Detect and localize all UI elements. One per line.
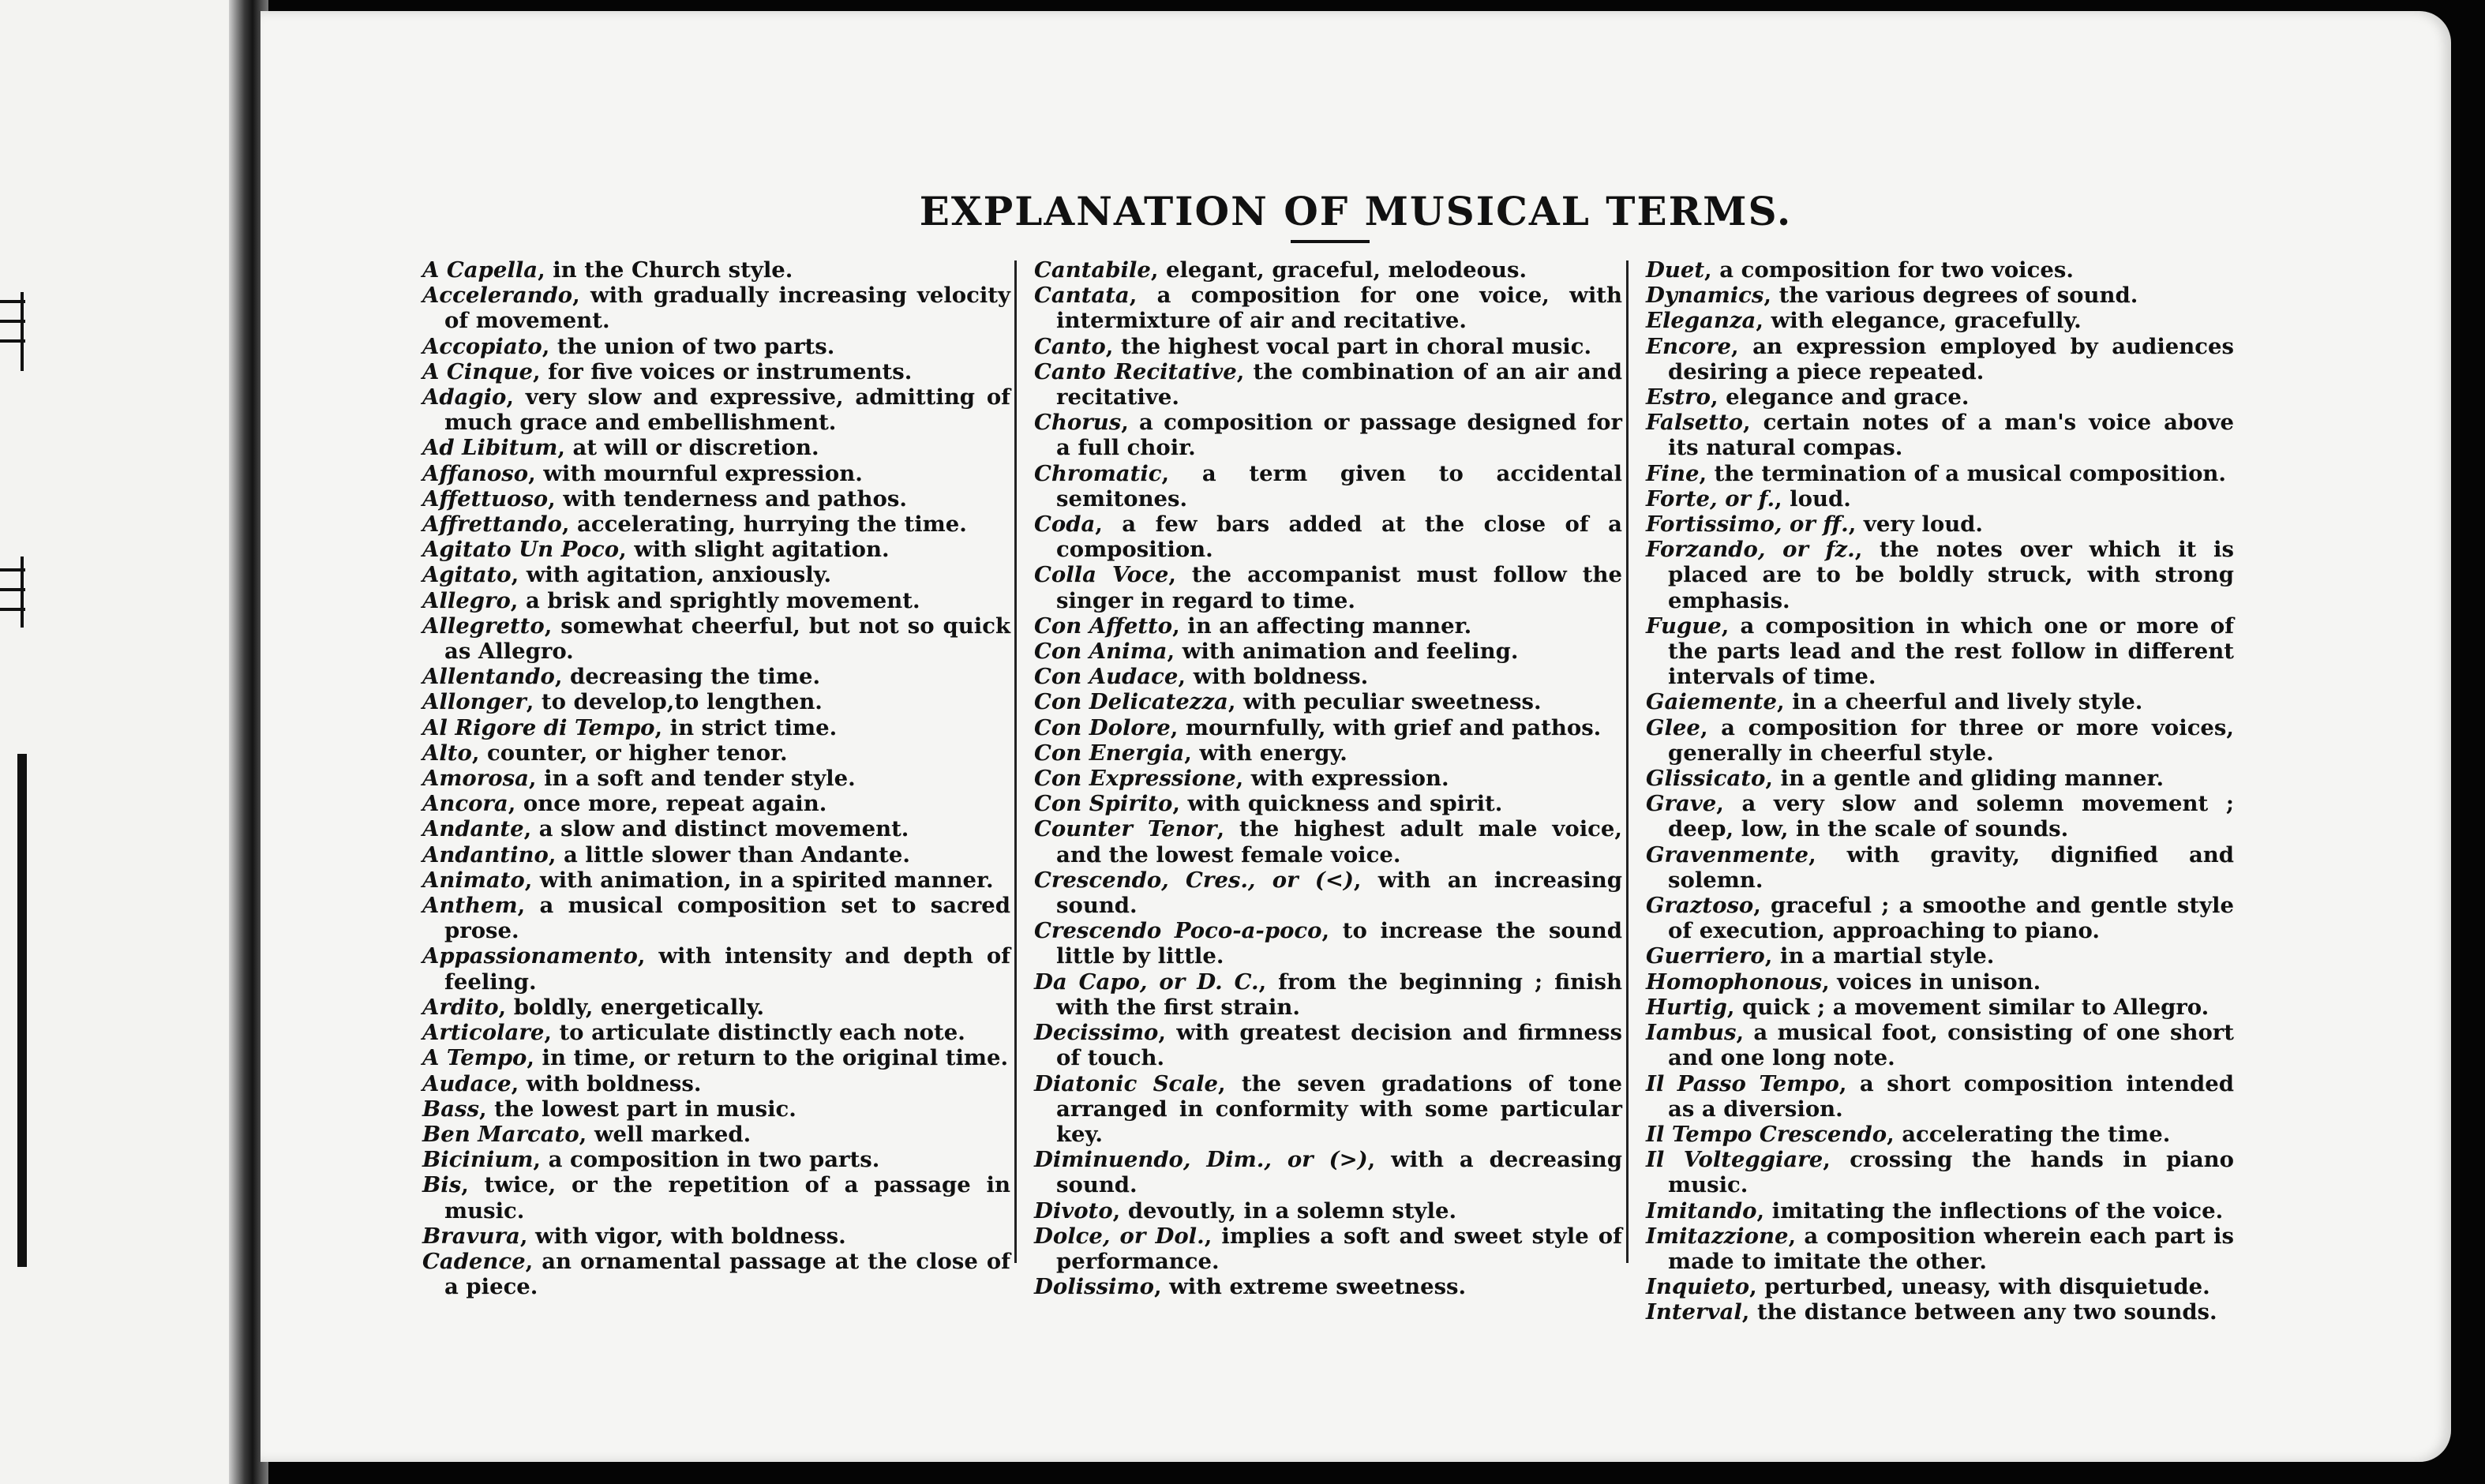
glossary-term: Con Energia [1034,740,1185,766]
glossary-term: Fine [1646,460,1700,486]
glossary-definition: , the accompanist must follow the singer in regard to time. [1056,562,1622,613]
glossary-term: Dynamics [1646,283,1764,309]
glossary-term: Gaiemente [1646,689,1778,715]
glossary-definition: , with intensity and depth of feeling. [444,943,1010,995]
glossary-entry [1034,1071,1622,1148]
glossary-term: Fortissimo, or ff. [1646,512,1849,538]
glossary-entry [422,334,1010,359]
glossary-definition: , twice, or the repetition of a passage in music. [444,1172,1010,1224]
glossary-definition: , graceful ; a smoothe and gentle style of execution, approaching to piano. [1668,893,2234,944]
glossary-entry [1646,537,2234,613]
glossary-entry [422,461,1010,486]
glossary-entry [1646,995,2234,1020]
glossary-definition: , with gravity, dignified and solemn. [1668,841,2234,893]
glossary-entry [1034,283,1622,333]
glossary-entry [1646,257,2234,283]
glossary-definition: , once more, repeat again. [508,791,827,817]
glossary-term: Fugue [1646,613,1722,639]
glossary-definition: , very loud. [1848,512,1983,538]
glossary-definition: , imitating the inflections of the voice. [1756,1197,2224,1224]
glossary-entry [1034,1224,1622,1274]
glossary-entry [1646,512,2234,537]
glossary-entry [1646,410,2234,460]
glossary-term: Animato [422,867,525,893]
glossary-term: Interval [1646,1299,1742,1325]
glossary-definition: , somewhat cheerful, but not so quick as Allegro. [444,613,1010,665]
glossary-entry [1646,766,2234,791]
glossary-definition: , with vigor, with boldness. [519,1223,846,1249]
glossary-definition: , with extreme sweetness. [1153,1274,1467,1300]
glossary-definition: , the combination of an air and recitative. [1056,358,1622,410]
glossary-term: Allegro [422,587,511,613]
glossary-definition: , accelerating the time. [1887,1121,2171,1147]
glossary-definition: , with mournful expression. [528,460,863,486]
glossary-entry [422,1122,1010,1147]
glossary-column-1 [422,257,1010,1299]
glossary-entry [1646,1147,2234,1197]
glossary-entry [422,1071,1010,1096]
glossary-definition: , at will or discretion. [557,435,819,461]
glossary-entry [1034,918,1622,969]
glossary-definition: , boldly, energetically. [498,994,765,1020]
glossary-term: Con Expressione [1034,766,1236,792]
glossary-entry [422,842,1010,868]
glossary-entry [422,486,1010,512]
glossary-term: Crescendo, Cres., or (<) [1034,867,1354,893]
glossary-definition: , the various degrees of sound. [1763,283,2138,309]
glossary-entry [422,588,1010,613]
glossary-term: Con Audace [1034,664,1179,690]
glossary-term: Audace [422,1070,512,1096]
glossary-definition: , implies a soft and sweet style of performance. [1056,1223,1622,1274]
glossary-entry [422,1249,1010,1299]
glossary-entry [422,1172,1010,1223]
glossary-definition: , with slight agitation. [619,537,890,563]
glossary-term: Eleganza [1646,308,1756,334]
glossary-term: Bass [422,1096,480,1122]
facing-page-mark [21,292,24,371]
glossary-term: Con Spirito [1034,791,1173,817]
glossary-definition: , a brisk and sprightly movement. [510,587,920,613]
glossary-definition: , crossing the hands in piano music. [1668,1147,2234,1198]
glossary-entry [1034,410,1622,460]
glossary-entry [1034,791,1622,816]
glossary-entry [422,740,1010,766]
glossary-definition: , a composition or passage designed for a full choir. [1056,410,1622,461]
glossary-entry [422,359,1010,384]
glossary-definition: , in an affecting manner. [1172,613,1472,639]
book-page [260,11,2451,1462]
glossary-term: Duet [1646,257,1705,283]
glossary-definition: , in a martial style. [1764,943,1995,969]
glossary-entry [1034,359,1622,410]
glossary-definition: , with boldness. [511,1070,702,1096]
glossary-entry [422,384,1010,435]
glossary-entry [1646,384,2234,410]
glossary-entry [422,1096,1010,1122]
glossary-entry [422,766,1010,791]
glossary-entry [422,893,1010,943]
glossary-entry [1034,1147,1622,1197]
glossary-entry [422,512,1010,537]
glossary-entry [422,1020,1010,1045]
glossary-entry [1646,893,2234,943]
glossary-entry [1646,1299,2234,1325]
glossary-term: Il Tempo Crescendo [1646,1121,1887,1147]
glossary-entry [422,1045,1010,1070]
glossary-term: Falsetto [1646,410,1744,436]
glossary-definition: , to develop,to lengthen. [526,689,823,715]
glossary-entry [422,689,1010,714]
glossary-entry [422,664,1010,689]
glossary-entry [1646,943,2234,969]
glossary-definition: , elegant, graceful, melodeous. [1150,257,1527,283]
glossary-term: Appassionamento [422,943,638,969]
glossary-term: Allentando [422,664,555,690]
glossary-entry [422,791,1010,816]
glossary-term: Anthem [422,893,518,919]
glossary-term: Crescendo Poco-a-poco [1034,918,1322,944]
glossary-definition: , loud. [1775,485,1851,512]
glossary-definition: , the lowest part in music. [479,1096,796,1122]
column-rule [1014,260,1017,1263]
glossary-entry [422,816,1010,841]
glossary-definition: , a few bars added at the close of a composition. [1056,512,1622,563]
glossary-entry [1034,868,1622,918]
glossary-entry [1646,486,2234,512]
glossary-entry [422,435,1010,460]
glossary-definition: , with agitation, anxiously. [511,562,832,588]
glossary-term: Imitando [1646,1197,1757,1224]
glossary-term: Con Dolore [1034,714,1171,740]
glossary-definition: , with quickness and spirit. [1172,791,1503,817]
glossary-term: Imitazzione [1646,1223,1789,1249]
glossary-term: Bravura [422,1223,520,1249]
glossary-definition: , a composition for two voices. [1704,257,2074,283]
glossary-definition: , a slow and distinct movement. [523,816,909,842]
glossary-definition: , an ornamental passage at the close of a piece. [444,1248,1010,1300]
glossary-column-2 [1034,257,1622,1299]
glossary-term: Counter Tenor [1034,816,1217,842]
glossary-definition: , a composition in two parts. [533,1147,880,1173]
glossary-entry [1646,1198,2234,1224]
glossary-definition: , well marked. [579,1121,751,1147]
glossary-term: Canto [1034,333,1106,359]
glossary-entry [422,613,1010,664]
glossary-definition: , with gradually increasing velocity of movement. [444,283,1010,334]
page-title: EXPLANATION OF MUSICAL TERMS. [919,188,1793,234]
glossary-term: Con Delicatezza [1034,689,1228,715]
glossary-term: A Cinque [422,358,533,384]
glossary-definition: , with peculiar sweetness. [1228,689,1542,715]
glossary-term: Estro [1646,384,1711,410]
glossary-term: Encore [1646,333,1732,359]
glossary-definition: , a composition wherein each part is made to imitate the other. [1668,1223,2234,1274]
facing-page [0,0,237,1484]
glossary-term: Chorus [1034,410,1122,436]
glossary-entry [422,943,1010,994]
glossary-term: Hurtig [1646,994,1727,1020]
glossary-definition: , with animation and feeling. [1167,639,1519,665]
glossary-entry [422,257,1010,283]
glossary-term: Affrettando [422,512,562,538]
glossary-entry [1034,461,1622,512]
glossary-term: Agitato [422,562,512,588]
glossary-term: Cadence [422,1248,526,1274]
glossary-definition: , with elegance, gracefully. [1756,308,2082,334]
glossary-term: Inquieto [1646,1274,1750,1300]
glossary-definition: , with tenderness and pathos. [548,485,907,512]
glossary-entry [1034,639,1622,664]
glossary-definition: , a musical foot, consisting of one short and one long note. [1668,1020,2234,1071]
glossary-definition: , the termination of a musical composition. [1699,460,2226,486]
glossary-entry [1646,308,2234,333]
glossary-term: Graztoso [1646,893,1754,919]
glossary-term: Con Anima [1034,639,1168,665]
glossary-entry [1034,613,1622,639]
glossary-term: Decissimo [1034,1020,1159,1046]
glossary-term: Bicinium [422,1147,534,1173]
glossary-entry [1646,1020,2234,1070]
glossary-term: Adagio [422,384,507,410]
glossary-definition: , voices in unison. [1822,969,2041,995]
glossary-term: Accopiato [422,333,542,359]
glossary-term: Alto [422,740,472,766]
glossary-definition: , a short composition intended as a diversion. [1668,1070,2234,1122]
glossary-term: Ad Libitum [422,435,558,461]
glossary-entry [1034,1020,1622,1070]
glossary-entry [1646,969,2234,995]
glossary-term: Diatonic Scale [1034,1070,1219,1096]
glossary-term: Allegretto [422,613,545,639]
glossary-term: Diminuendo, Dim., or (>) [1034,1147,1368,1173]
glossary-entry [1034,334,1622,359]
glossary-term: Canto Recitative [1034,358,1237,384]
glossary-definition: , the distance between any two sounds. [1741,1299,2217,1325]
glossary-entry [422,715,1010,740]
glossary-definition: , decreasing the time. [554,664,821,690]
glossary-term: Al Rigore di Tempo [422,714,655,740]
glossary-entry [1646,791,2234,841]
glossary-definition: , the union of two parts. [542,333,835,359]
glossary-definition: , devoutly, in a solemn style. [1112,1197,1457,1224]
facing-page-mark [21,556,24,628]
glossary-definition: , in the Church style. [538,257,793,283]
glossary-term: Andante [422,816,524,842]
glossary-definition: , with an increasing sound. [1056,867,1622,919]
glossary-term: A Tempo [422,1045,527,1071]
glossary-term: Homophonous [1646,969,1823,995]
glossary-definition: , certain notes of a man's voice above its natural compas. [1668,410,2234,461]
glossary-entry [1646,715,2234,766]
glossary-term: Il Passo Tempo [1646,1070,1839,1096]
glossary-definition: , a little slower than Andante. [548,841,910,868]
glossary-term: Divoto [1034,1197,1113,1224]
glossary-definition: , a very slow and solemn movement ; deep, low, in the scale of sounds. [1668,791,2234,842]
glossary-term: Coda [1034,512,1096,538]
glossary-definition: , with a decreasing sound. [1056,1147,1623,1198]
glossary-entry [1646,1224,2234,1274]
glossary-definition: , with boldness. [1178,664,1369,690]
glossary-definition: , the notes over which it is placed are to be boldly struck, with strong emphasis. [1668,537,2234,613]
glossary-term: Affanoso [422,460,529,486]
glossary-term: Glee [1646,714,1700,740]
glossary-entry [422,868,1010,893]
glossary-term: Iambus [1646,1020,1737,1046]
glossary-entry [1034,766,1622,791]
glossary-entry [422,1147,1010,1172]
glossary-definition: , with energy. [1184,740,1347,766]
glossary-entry [1034,969,1622,1020]
glossary-entry [1646,842,2234,893]
glossary-definition: , to increase the sound little by little. [1056,918,1622,969]
glossary-entry [1034,1198,1622,1224]
glossary-entry [1034,664,1622,689]
glossary-term: Dolissimo [1034,1274,1154,1300]
glossary-entry [1034,257,1622,283]
glossary-definition: , with animation, in a spirited manner. [524,867,994,893]
glossary-entry [1034,562,1622,613]
title-rule [1291,240,1370,243]
glossary-definition: , in a cheerful and lively style. [1777,689,2143,715]
glossary-entry [422,1224,1010,1249]
glossary-entry [1646,461,2234,486]
glossary-term: Il Volteggiare [1646,1147,1823,1173]
glossary-definition: , with greatest decision and firmness of touch. [1056,1020,1622,1071]
glossary-term: Affettuoso [422,485,549,512]
glossary-entry [1034,1274,1622,1299]
glossary-definition: , the highest vocal part in choral music. [1105,333,1592,359]
glossary-definition: , a term given to accidental semitones. [1056,460,1622,512]
glossary-term: Agitato Un Poco [422,537,620,563]
glossary-term: Grave [1646,791,1717,817]
glossary-term: Con Affetto [1034,613,1173,639]
glossary-column-3 [1646,257,2234,1325]
facing-page-edge [17,754,27,1267]
column-rule [1626,260,1629,1263]
glossary-definition: , perturbed, uneasy, with disquietude. [1749,1274,2210,1300]
glossary-term: Gravenmente [1646,841,1809,868]
glossary-definition: , an expression employed by audiences desiring a piece repeated. [1668,333,2234,384]
glossary-definition: , a composition for one voice, with intermixture of air and recitative. [1056,283,1622,334]
glossary-term: Accelerando [422,283,573,309]
glossary-entry [1646,689,2234,714]
glossary-entry [1646,613,2234,690]
glossary-term: Amorosa [422,766,529,792]
glossary-entry [1034,740,1622,766]
glossary-entry [1646,283,2234,308]
glossary-term: Cantabile [1034,257,1151,283]
glossary-entry [1034,512,1622,562]
glossary-term: Cantata [1034,283,1130,309]
glossary-definition: , counter, or higher tenor. [471,740,788,766]
glossary-entry [1646,334,2234,384]
glossary-term: Forte, or f. [1646,485,1775,512]
glossary-definition: , the highest adult male voice, and the lowest female voice. [1056,816,1623,868]
glossary-definition: , from the beginning ; finish with the first strain. [1056,969,1622,1020]
glossary-entry [1646,1071,2234,1122]
glossary-definition: , in strict time. [654,714,838,740]
glossary-term: Chromatic [1034,460,1162,486]
glossary-definition: , a composition for three or more voices, generally in cheerful style. [1668,714,2234,766]
glossary-term: Ardito [422,994,499,1020]
glossary-term: A Capella [422,257,538,283]
glossary-definition: , in time, or return to the original time. [527,1045,1009,1071]
glossary-entry [422,995,1010,1020]
glossary-definition: , the seven gradations of tone arranged in conformity with some particular key. [1056,1070,1622,1147]
glossary-definition: , for five voices or instruments. [532,358,913,384]
glossary-entry [422,562,1010,587]
glossary-entry [1034,715,1622,740]
glossary-term: Bis [422,1172,462,1198]
glossary-entry [1646,1122,2234,1147]
glossary-entry [422,283,1010,333]
glossary-entry [1034,816,1622,867]
glossary-term: Glissicato [1646,766,1766,792]
glossary-term: Allonger [422,689,527,715]
glossary-term: Colla Voce [1034,562,1169,588]
glossary-entry [1646,1274,2234,1299]
glossary-definition: , with expression. [1235,766,1449,792]
glossary-term: Forzando, or fz. [1646,537,1855,563]
glossary-term: Andantino [422,841,549,868]
glossary-term: Da Capo, or D. C. [1034,969,1259,995]
glossary-definition: , a musical composition set to sacred prose. [444,893,1010,944]
glossary-definition: , elegance and grace. [1710,384,1970,410]
glossary-definition: , a composition in which one or more of the parts lead and the rest follow in different intervals of time. [1668,613,2234,690]
glossary-term: Guerriero [1646,943,1765,969]
glossary-definition: , very slow and expressive, admitting of much grace and embellishment. [444,384,1010,436]
glossary-definition: , quick ; a movement similar to Allegro. [1726,994,2210,1020]
glossary-definition: , mournfully, with grief and pathos. [1170,714,1602,740]
glossary-entry [1034,689,1622,714]
glossary-term: Articolare [422,1020,545,1046]
glossary-definition: , in a gentle and gliding manner. [1765,766,2165,792]
glossary-definition: , to articulate distinctly each note. [544,1020,965,1046]
glossary-definition: , accelerating, hurrying the time. [561,512,967,538]
glossary-term: Ancora [422,791,508,817]
glossary-term: Dolce, or Dol. [1034,1223,1205,1249]
glossary-term: Ben Marcato [422,1121,579,1147]
glossary-entry [422,537,1010,562]
glossary-definition: , in a soft and tender style. [528,766,856,792]
